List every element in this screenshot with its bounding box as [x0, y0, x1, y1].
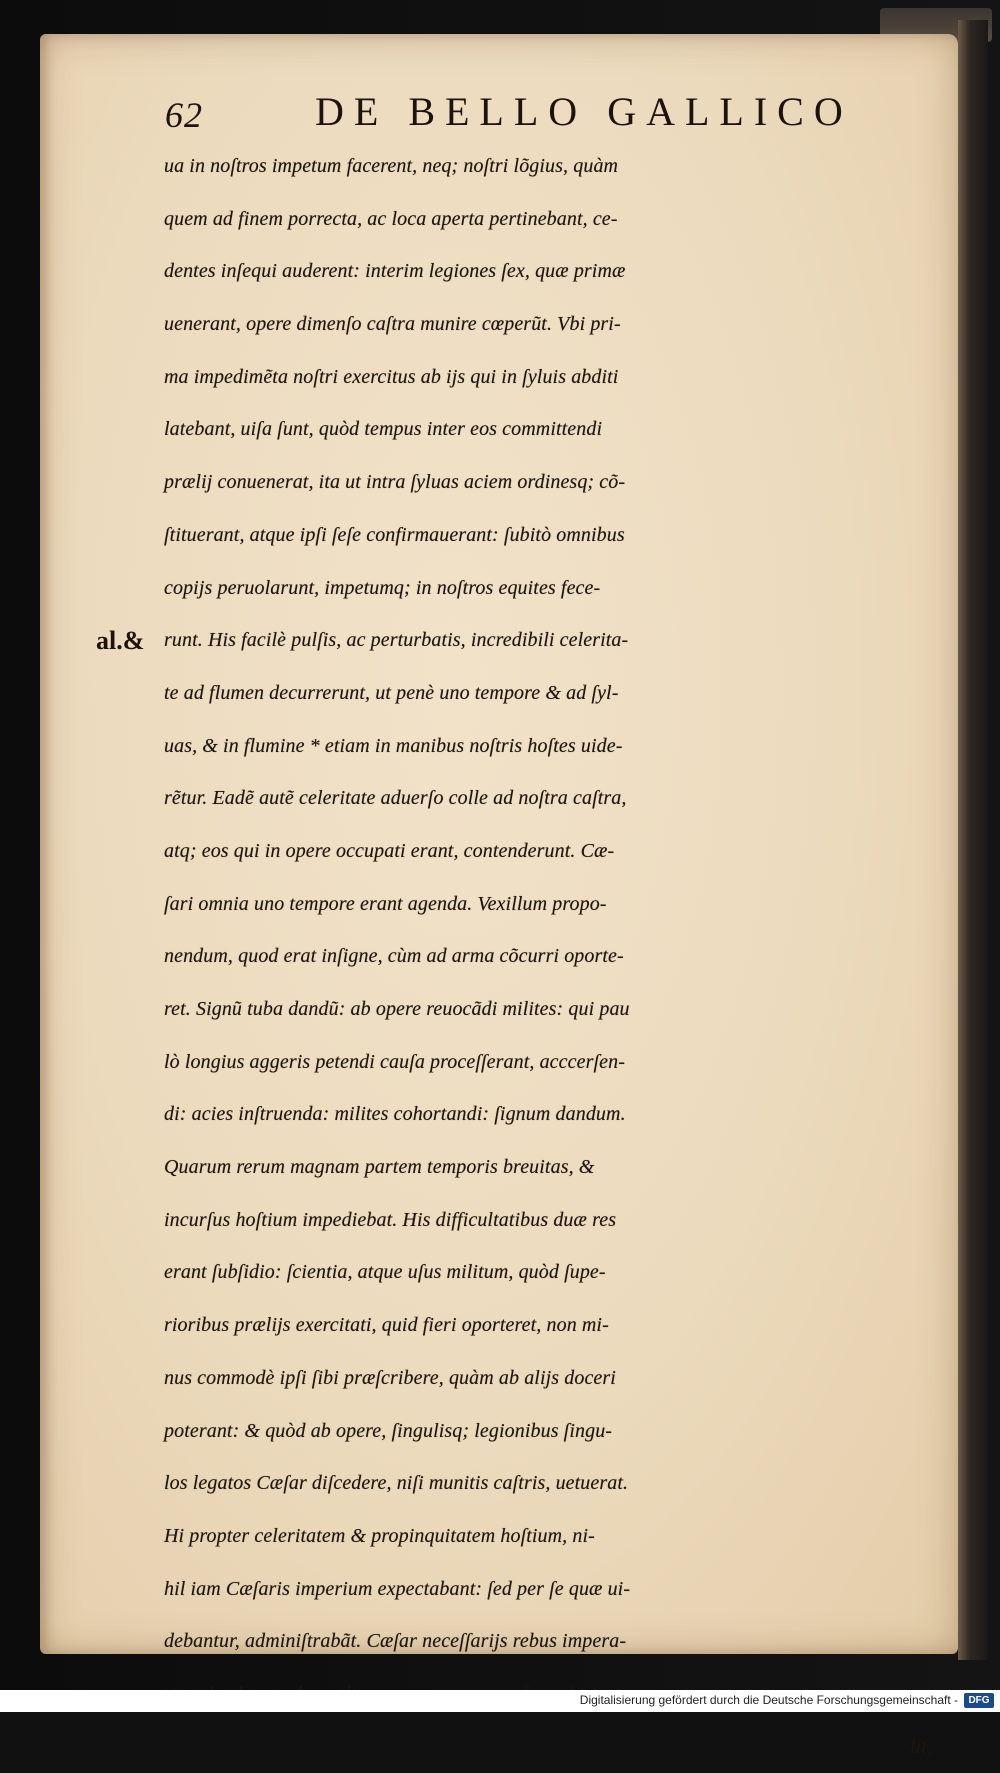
text-line: erant ſubſidio: ſcientia, atque uſus militum, quòd ſupe-: [164, 1261, 606, 1284]
body-text: [164, 140, 956, 1773]
text-line: dentes inſequi auderent: interim legiones ſex, quæ primæ: [164, 260, 626, 283]
text-line: rioribus prælijs exercitati, quid fieri oporteret, non mi-: [164, 1314, 609, 1337]
running-title: DE BELLO GALLICO: [315, 89, 853, 134]
text-line: Quarum rerum magnam partem temporis breuitas, &: [164, 1156, 595, 1179]
text-line: runt. His facilè pulſis, ac perturbatis, incredibili celerita-: [164, 629, 629, 652]
text-line: ſari omnia uno tempore erant agenda. Vexillum propo-: [164, 892, 607, 915]
text-line: te ad flumen decurrerunt, ut penè uno tempore & ad ſyl-: [164, 681, 619, 704]
text-line: ua in noſtros impetum facerent, neq; noſtri lõgius, quàm: [164, 155, 619, 177]
text-line: debantur, adminiſtrabãt. Cæſar neceſſarijs rebus impera-: [164, 1630, 627, 1653]
text-line: incurſus hoſtium impediebat. His difficultatibus duæ res: [164, 1208, 617, 1231]
text-line: hil iam Cæſaris imperium expectabant: ſed per ſe quæ ui-: [164, 1577, 631, 1600]
dfg-logo-icon: DFG: [964, 1693, 994, 1708]
footer-credit-bar: [0, 1690, 1000, 1712]
text-line: di: acies inſtruenda: milites cohortandi: ſignum dandum.: [164, 1103, 626, 1126]
page-edge-right: [958, 20, 988, 1660]
text-line: ſtituerant, atque ipſi ſeſe confirmauerant: ſubitò omnibus: [164, 523, 625, 546]
text-line: latebant, uiſa ſunt, quòd tempus inter eos committendi: [164, 418, 603, 441]
text-line: poterant: & quòd ab opere, ſingulisq; legionibus ſingu-: [164, 1419, 613, 1442]
catchword: lit,: [909, 1735, 932, 1758]
text-line: Hi propter celeritatem & propinquitatem hoſtium, ni-: [164, 1524, 595, 1547]
text-line: rẽtur. Eadẽ autẽ celeritate aduerſo colle ad noſtra caſtra,: [164, 787, 627, 810]
text-line: los legatos Cæſar diſcedere, niſi munitis caſtris, uetuerat.: [164, 1472, 629, 1495]
text-line: uas, & in flumine * etiam in manibus noſtris hoſtes uide-: [164, 734, 623, 757]
margin-note: al.&: [96, 626, 145, 655]
text-line: uenerant, opere dimenſo caſtra munire cœperũt. Vbi pri-: [164, 313, 621, 336]
text-line: nendum, quod erat inſigne, cùm ad arma cõcurri oporte-: [164, 945, 624, 968]
text-line: ret. Signũ tuba dandũ: ab opere reuocãdi milites: qui pau: [164, 998, 630, 1020]
text-line: nus commodè ipſi ſibi præſcribere, quàm ab alijs doceri: [164, 1366, 616, 1389]
text-line: ma impedimẽta noſtri exercitus ab ijs qui in ſyluis abditi: [164, 365, 619, 388]
page-number: 62: [165, 95, 203, 135]
text-line: copijs peruolarunt, impetumq; in noſtros equites fece-: [164, 576, 601, 599]
text-line: prælij conuenerat, ita ut intra ſyluas aciem ordinesq; cõ-: [164, 471, 626, 494]
funding-credit: Digitalisierung gefördert durch die Deutsche Forschungsgemeinschaft -: [579, 1693, 958, 1707]
text-line: lò longius aggeris petendi cauſa proceſſerant, acccerſen-: [164, 1050, 625, 1073]
text-line: quem ad finem porrecta, ac loca aperta pertinebant, ce-: [164, 207, 618, 230]
page-header: [165, 88, 885, 144]
text-line: atq; eos qui in opere occupati erant, contenderunt. Cæ-: [164, 839, 615, 862]
